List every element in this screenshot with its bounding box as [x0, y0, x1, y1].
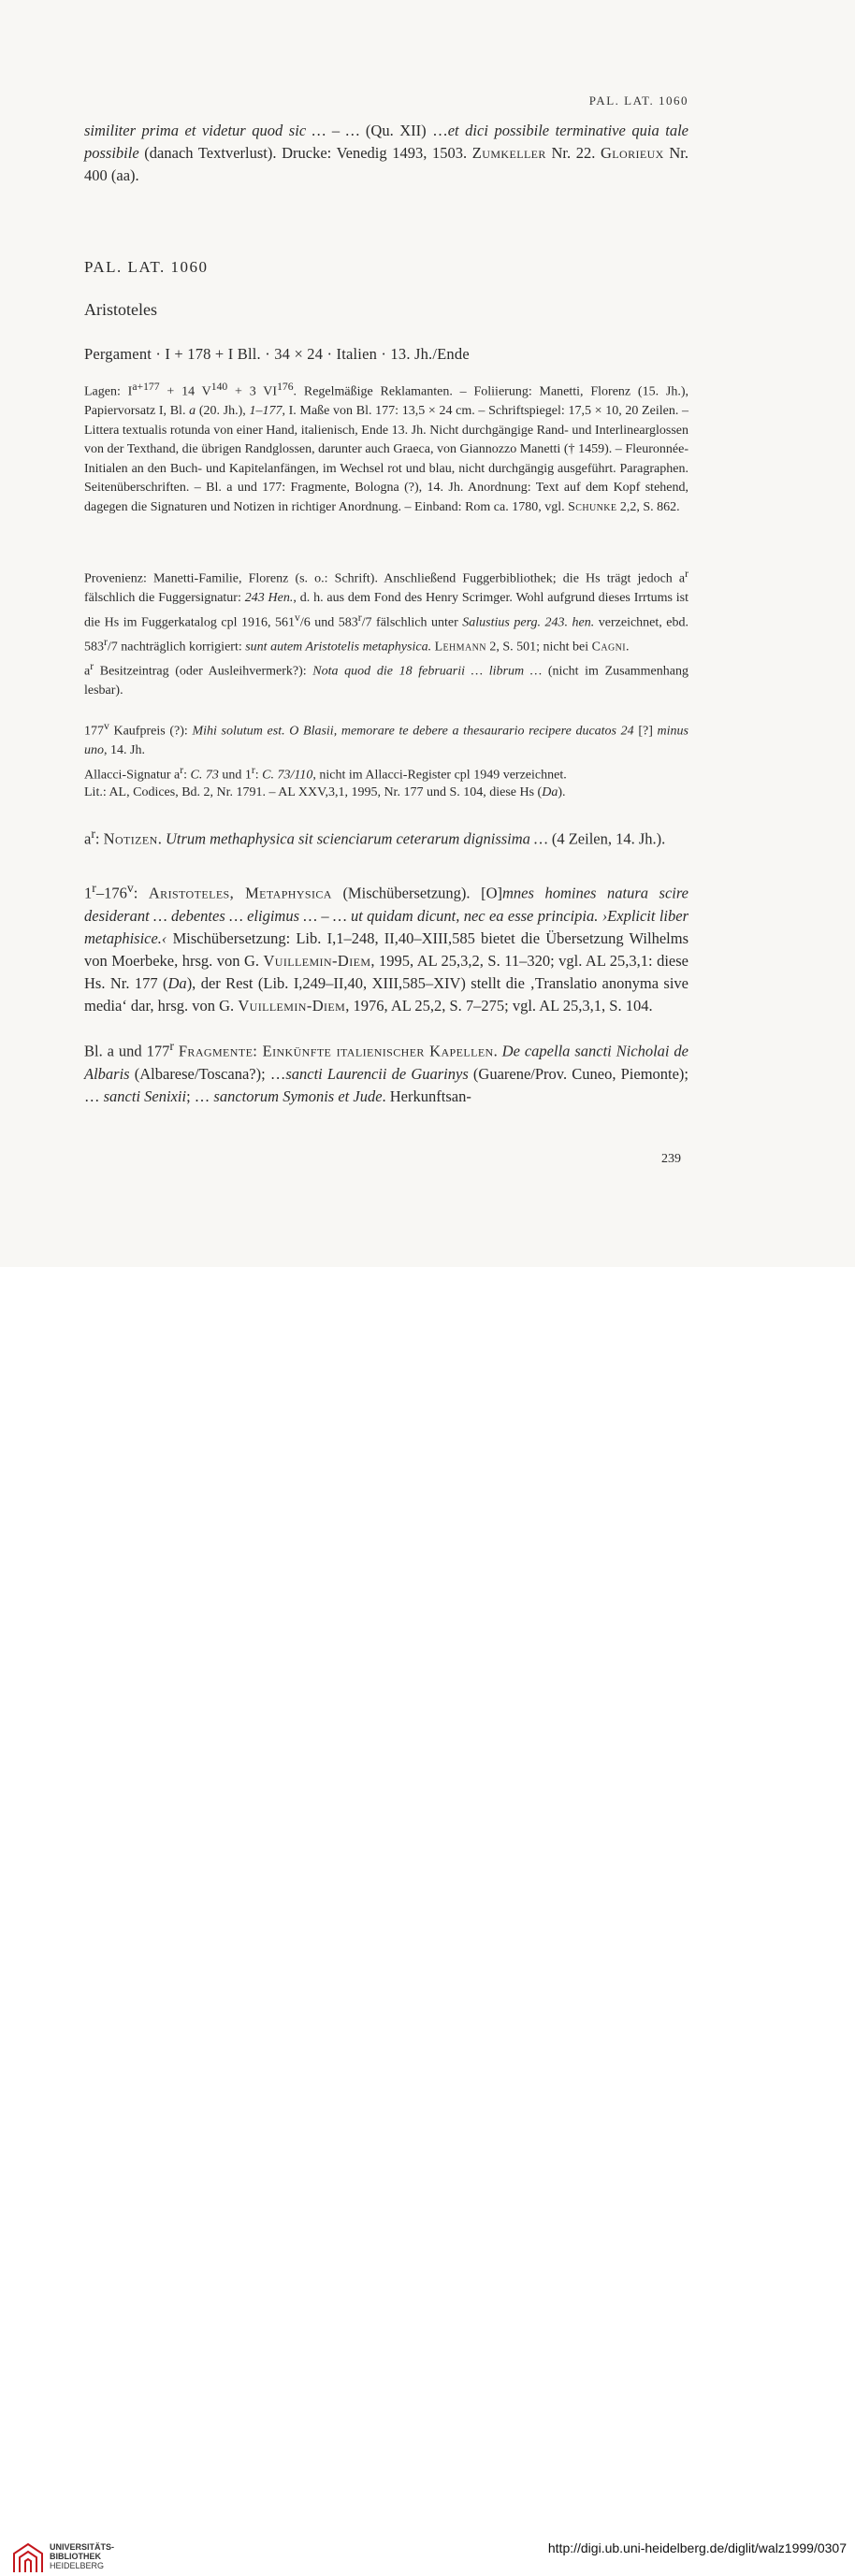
text-span: 2, S. 501; nicht bei: [485, 640, 592, 655]
incipit-italic: similiter prima et videtur quod sic … – …: [84, 122, 360, 139]
page-number: 239: [661, 1152, 681, 1166]
text-span: . Regelmäßige Reklamanten. – Foliierung: Manetti, Florenz (15. Jh.), Papiervorsatz I, Bl.: [84, 384, 689, 419]
text-span: a: [84, 829, 92, 848]
author-name: Cagni: [591, 640, 626, 655]
italic-span: minus uno: [84, 724, 688, 758]
text-span: fälschlich die Fuggersignatur:: [84, 591, 245, 606]
text-span: ).: [558, 785, 566, 799]
viewer-footer: [0, 1267, 855, 2570]
text-span: (Guarene/Prov. Cuneo, Piemonte); …: [84, 1064, 689, 1105]
permalink-url[interactable]: http://digi.ub.uni-heidelberg.de/diglit/walz1999/0307: [547, 2540, 847, 2555]
section-title: Aristoteles, Metaphysica: [148, 884, 332, 902]
italic-span: a: [189, 404, 196, 419]
text-span: [?]: [633, 724, 658, 739]
superscript: r: [180, 763, 184, 776]
notizen-paragraph: [84, 823, 688, 851]
library-name-line: UNIVERSITÄTS-: [50, 2542, 115, 2552]
text-span: verzeichnet, ebd. 583: [84, 615, 689, 655]
library-name-line: HEIDELBERG: [50, 2561, 105, 2570]
metaphysica-text: [84, 877, 688, 1017]
book-page: [0, 0, 855, 1267]
explicit-italic: et dici possibile terminative quia tale possibile: [84, 122, 688, 162]
provenance-text: [84, 565, 688, 657]
italic-span: sunt autem Aristotelis metaphysica.: [245, 640, 432, 655]
notizen-text: [84, 823, 688, 851]
library-name-line: BIBLIOTHEK: [50, 2552, 101, 2561]
text-span: + 3 VI: [227, 384, 278, 399]
italic-span: C. 73/110: [262, 768, 313, 783]
text-span: (Qu. XII) …: [359, 122, 448, 139]
continuation-paragraph: [84, 120, 688, 187]
superscript: 140: [210, 381, 228, 393]
text-span: Kaufpreis (?):: [109, 724, 193, 739]
superscript: v: [104, 720, 109, 732]
codex-summary: Pergament · I + 178 + I Bll. · 34 × 24 · Italien · 13. Jh./Ende: [84, 345, 470, 363]
superscript: r: [357, 611, 362, 624]
text-span: :: [254, 768, 263, 783]
superscript: r: [169, 1039, 174, 1053]
italic-span: 243 Hen.: [244, 591, 294, 606]
text-span: :: [183, 768, 191, 783]
ownership-note: [84, 657, 688, 701]
author-name: Zumkeller: [471, 144, 546, 162]
shelfmark-heading: PAL. LAT. 1060: [84, 258, 209, 276]
superscript: r: [92, 881, 96, 895]
purchase-note: [84, 717, 688, 761]
text-span: (Mischübersetzung). [O]: [331, 884, 502, 902]
italic-span: Salustius perg. 243. hen.: [462, 615, 595, 630]
superscript: 176: [277, 381, 294, 393]
text-span: , 1995, AL 25,3,2, S. 11–320; vgl. AL 25,3,1: diese Hs. Nr. 177 (: [84, 951, 688, 992]
superscript: r: [91, 827, 95, 841]
superscript: v: [126, 881, 134, 895]
text-span: . Herkunftsan-: [382, 1087, 471, 1105]
library-name: [50, 2542, 114, 2570]
author-name: Lehmann: [434, 640, 486, 655]
running-head: PAL. LAT. 1060: [588, 94, 688, 108]
author-name: Vuillemin-Diem: [238, 996, 346, 1015]
italic-span: sancti Laurencii de Guarinys: [285, 1064, 469, 1083]
text-span: + 14 V: [159, 384, 211, 399]
text-span: , nicht im Allacci-Register cpl 1949 verzeichnet.: [312, 768, 567, 783]
superscript: v: [295, 611, 300, 624]
text-span: , 1976, AL 25,2, S. 7–275; vgl. AL 25,3,1, S. 104.: [345, 996, 653, 1015]
text-span: .: [625, 640, 630, 655]
text-span: Lagen: I: [84, 384, 133, 399]
text-span: –176: [95, 884, 127, 902]
italic-span: Utrum methaphysica sit scienciarum ceterarum dignissima …: [165, 829, 548, 848]
italic-span: Da: [542, 785, 558, 799]
text-span: (4 Zeilen, 14. Jh.).: [547, 829, 666, 848]
italic-span: sancti Senixii: [103, 1087, 187, 1105]
literature-paragraph: [84, 784, 688, 803]
provenance-paragraph: [84, 565, 688, 701]
text-span: , d. h. aus dem Fond des Henry Scrimger. Wohl aufgrund dieses Irrtums ist die Hs im Fuggerkatalog cpl 1916, 561: [84, 591, 689, 630]
text-span: , 14. Jh.: [104, 743, 145, 758]
text-span: ; …: [186, 1087, 214, 1105]
superscript: r: [90, 659, 94, 672]
text-span: .: [493, 1042, 502, 1060]
text-span: a: [84, 664, 91, 679]
text-span: (Albarese/Toscana?); …: [129, 1064, 286, 1083]
text-span: /7 nachträglich korrigiert:: [107, 640, 246, 655]
library-logo-icon: [10, 2540, 46, 2576]
text-span: Allacci-Signatur a: [84, 768, 181, 783]
text-span: , I. Maße von Bl. 177: 13,5 × 24 cm. – Schriftspiegel: 17,5 × 10, 20 Zeilen. – Littera textualis rotunda von einer Hand, italienisch, Ende 13. Jh. Nicht durchgängige Rand- und Interlinearglossen von der Texthand, die übrigen Randglossen, darunter auch Graeca, von Giannozzo Manetti († 1459). – Fleuronnée-Initialen an den Buch- und Kapitelanfängen, im Wechsel rot und blau, nicht durchgängig ausgeführt. Paragraphen. Seitenüberschriften. – Bl. a und 177: Fragmente, Bologna (?), 14. Jh. Anordnung: Text auf dem Kopf stehend, dagegen die Signaturen und Notizen in richtiger Anordnung. – Einband: Rom ca. 1780, vgl.: [84, 404, 688, 514]
text-span: (20. Jh.),: [196, 404, 250, 419]
author-heading: Aristoteles: [84, 300, 157, 319]
italic-span: Da: [167, 973, 187, 992]
text-span: Bl. a und 177: [84, 1042, 170, 1060]
text-span: und 1: [218, 768, 252, 783]
italic-span: mnes homines natura scire desiderant … debentes … eligimus … – … ut quidam dicunt, nec ea esse principia. ›Explicit liber metaphisice.‹: [84, 884, 688, 947]
superscript: r: [104, 635, 108, 648]
italic-span: sanctorum Symonis et Jude: [213, 1087, 383, 1105]
text-span: (nicht im Zusammenhang lesbar).: [84, 664, 688, 698]
section-title: Fragmente: Einkünfte italienischer Kapellen: [178, 1042, 494, 1060]
text-span: Mischübersetzung: Lib. I,1–248, II,40–XIII,585 bietet die Übersetzung Wilhelms von Moerbeke, hrsg. von G.: [84, 928, 688, 970]
continuation-text: [84, 120, 688, 187]
text-span: Lit.: AL, Codices, Bd. 2, Nr. 1791. – AL XXV,3,1, 1995, Nr. 177 und S. 104, diese Hs (: [84, 785, 543, 799]
text-span: (danach Textverlust). Drucke: Venedig 1493, 1503.: [138, 144, 472, 162]
author-name: Schunke: [568, 499, 617, 514]
italic-span: C. 73: [190, 768, 219, 783]
superscript: r: [685, 568, 688, 580]
italic-span: Mihi solutum est. O Blasii, memorare te debere a thesaurario recipere ducatos 24: [192, 724, 634, 739]
allacci-note: [84, 761, 688, 785]
italic-span: De capella sancti Nicholai de Albaris: [84, 1042, 689, 1083]
text-span: Nr. 400 (aa).: [84, 144, 689, 184]
text-span: :: [94, 829, 104, 848]
literature-text: [84, 784, 688, 803]
purchase-paragraph: [84, 717, 688, 785]
fragmente-paragraph: [84, 1035, 688, 1108]
text-span: 1: [84, 884, 93, 902]
text-span: :: [133, 884, 149, 902]
lagen-paragraph: [84, 378, 688, 517]
metaphysica-paragraph: [84, 877, 688, 1017]
text-span: /6 und 583: [299, 615, 358, 630]
section-title: Notizen: [103, 829, 158, 848]
italic-span: 1–177: [249, 404, 283, 419]
text-span: .: [157, 829, 166, 848]
superscript: a+177: [132, 381, 160, 393]
text-span: Nr. 22.: [545, 144, 601, 162]
author-name: Vuillemin-Diem: [263, 951, 371, 970]
fragmente-text: [84, 1035, 688, 1108]
text-span: Provenienz: Manetti-Familie, Florenz (s. o.: Schrift). Anschließend Fuggerbibliothek; die Hs trägt jedoch a: [84, 571, 686, 586]
superscript: r: [251, 763, 255, 776]
lagen-text: [84, 378, 688, 517]
text-span: /7 fälschlich unter: [361, 615, 463, 630]
text-span: Besitzeintrag (oder Ausleihvermerk?):: [94, 664, 313, 679]
author-name: Glorieux: [600, 144, 664, 162]
text-span: ), der Rest (Lib. I,249–II,40, XIII,585–XIV) stellt die ‚Translatio anonyma sive media‘ dar, hrsg. von G.: [84, 973, 688, 1015]
italic-span: Nota quod die 18 februarii … librum …: [312, 664, 543, 679]
text-span: 2,2, S. 862.: [616, 499, 680, 514]
text-span: 177: [84, 724, 104, 739]
